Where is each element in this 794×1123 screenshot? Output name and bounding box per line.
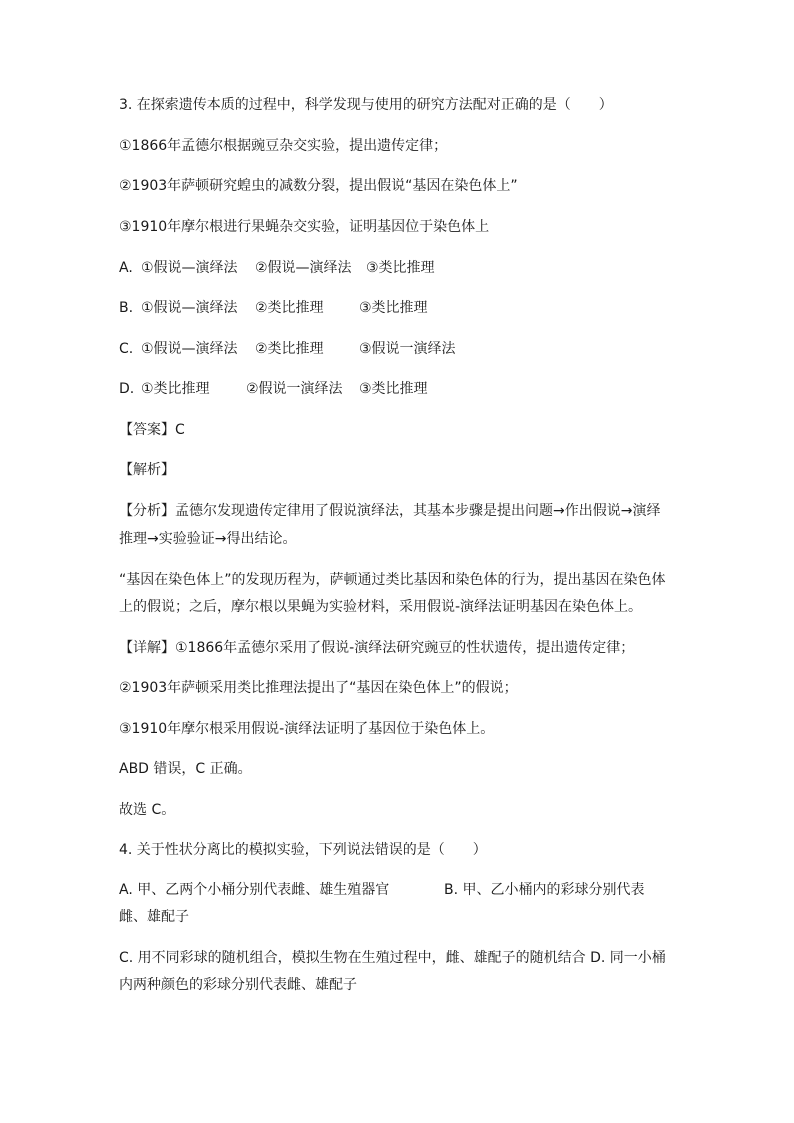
option-part: ③类比推理 — [359, 300, 428, 316]
q3-stem: 3. 在探索遗传本质的过程中，科学发现与使用的研究方法配对正确的是（ ） — [119, 97, 613, 113]
option-part: ③类比推理 — [366, 260, 435, 276]
option-part: ②类比推理 — [255, 300, 324, 316]
option-part: ②类比推理 — [255, 341, 324, 357]
option-part: ②假说—演绎法 — [255, 260, 352, 276]
q3-item-3: ③1910年摩尔根进行果蝇杂交实验，证明基因位于染色体上 — [119, 219, 490, 235]
q4-stem: 4. 关于性状分离比的模拟实验，下列说法错误的是（ ） — [119, 842, 487, 858]
option-letter: A. — [119, 260, 133, 276]
option-part: ③类比推理 — [359, 381, 428, 397]
q4-option-d-cont: 内两种颜色的彩球分别代表雌、雄配子 — [119, 977, 357, 993]
fenxi-line-2: 推理→实验验证→得出结论。 — [119, 531, 297, 547]
option-letter: C. — [119, 341, 134, 357]
q4-option-cd: C. 用不同彩球的随机组合，模拟生物在生殖过程中，雌、雄配子的随机结合 D. 同一小桶 — [119, 950, 666, 966]
option-part: ①假说—演绎法 — [141, 300, 238, 316]
q3-item-1: ①1866年孟德尔根据豌豆杂交实验，提出遗传定律； — [119, 138, 448, 154]
answer: 【答案】C — [119, 422, 185, 438]
fenxi-line-1: 【分析】孟德尔发现遗传定律用了假说演绎法，其基本步骤是提出问题→作出假说→演绎 — [119, 503, 661, 519]
detail-line-1: 【详解】①1866年孟德尔采用了假说-演绎法研究豌豆的性状遗传，提出遗传定律； — [119, 640, 635, 656]
detail-line-5: 故选 C。 — [119, 802, 176, 818]
option-part: ①类比推理 — [141, 381, 210, 397]
q4-option-b-cont: 雌、雄配子 — [119, 909, 189, 925]
detail-line-3: ③1910年摩尔根采用假说-演绎法证明了基因位于染色体上。 — [119, 721, 495, 737]
q4-option-b: B. 甲、乙小桶内的彩球分别代表 — [444, 882, 645, 898]
option-letter: B. — [119, 300, 134, 316]
option-part: ③假说一演绎法 — [359, 341, 456, 357]
option-part: ①假说—演绎法 — [141, 260, 238, 276]
detail-line-4: ABD 错误，C 正确。 — [119, 761, 252, 777]
q4-option-a: A. 甲、乙两个小桶分别代表雌、雄生殖器官 — [119, 882, 390, 898]
option-letter: D. — [119, 381, 135, 397]
q3-item-2: ②1903年萨顿研究蝗虫的减数分裂，提出假说“基因在染色体上” — [119, 178, 518, 194]
para2-line-2: 上的假说；之后，摩尔根以果蝇为实验材料，采用假说-演绎法证明基因在染色体上。 — [119, 599, 643, 615]
analysis-title: 【解析】 — [119, 462, 175, 478]
option-part: ①假说—演绎法 — [141, 341, 238, 357]
option-part: ②假说一演绎法 — [246, 381, 343, 397]
para2-line-1: “基因在染色体上”的发现历程为，萨顿通过类比基因和染色体的行为，提出基因在染色体 — [119, 572, 666, 588]
detail-line-2: ②1903年萨顿采用类比推理法提出了“基因在染色体上”的假说； — [119, 680, 518, 696]
